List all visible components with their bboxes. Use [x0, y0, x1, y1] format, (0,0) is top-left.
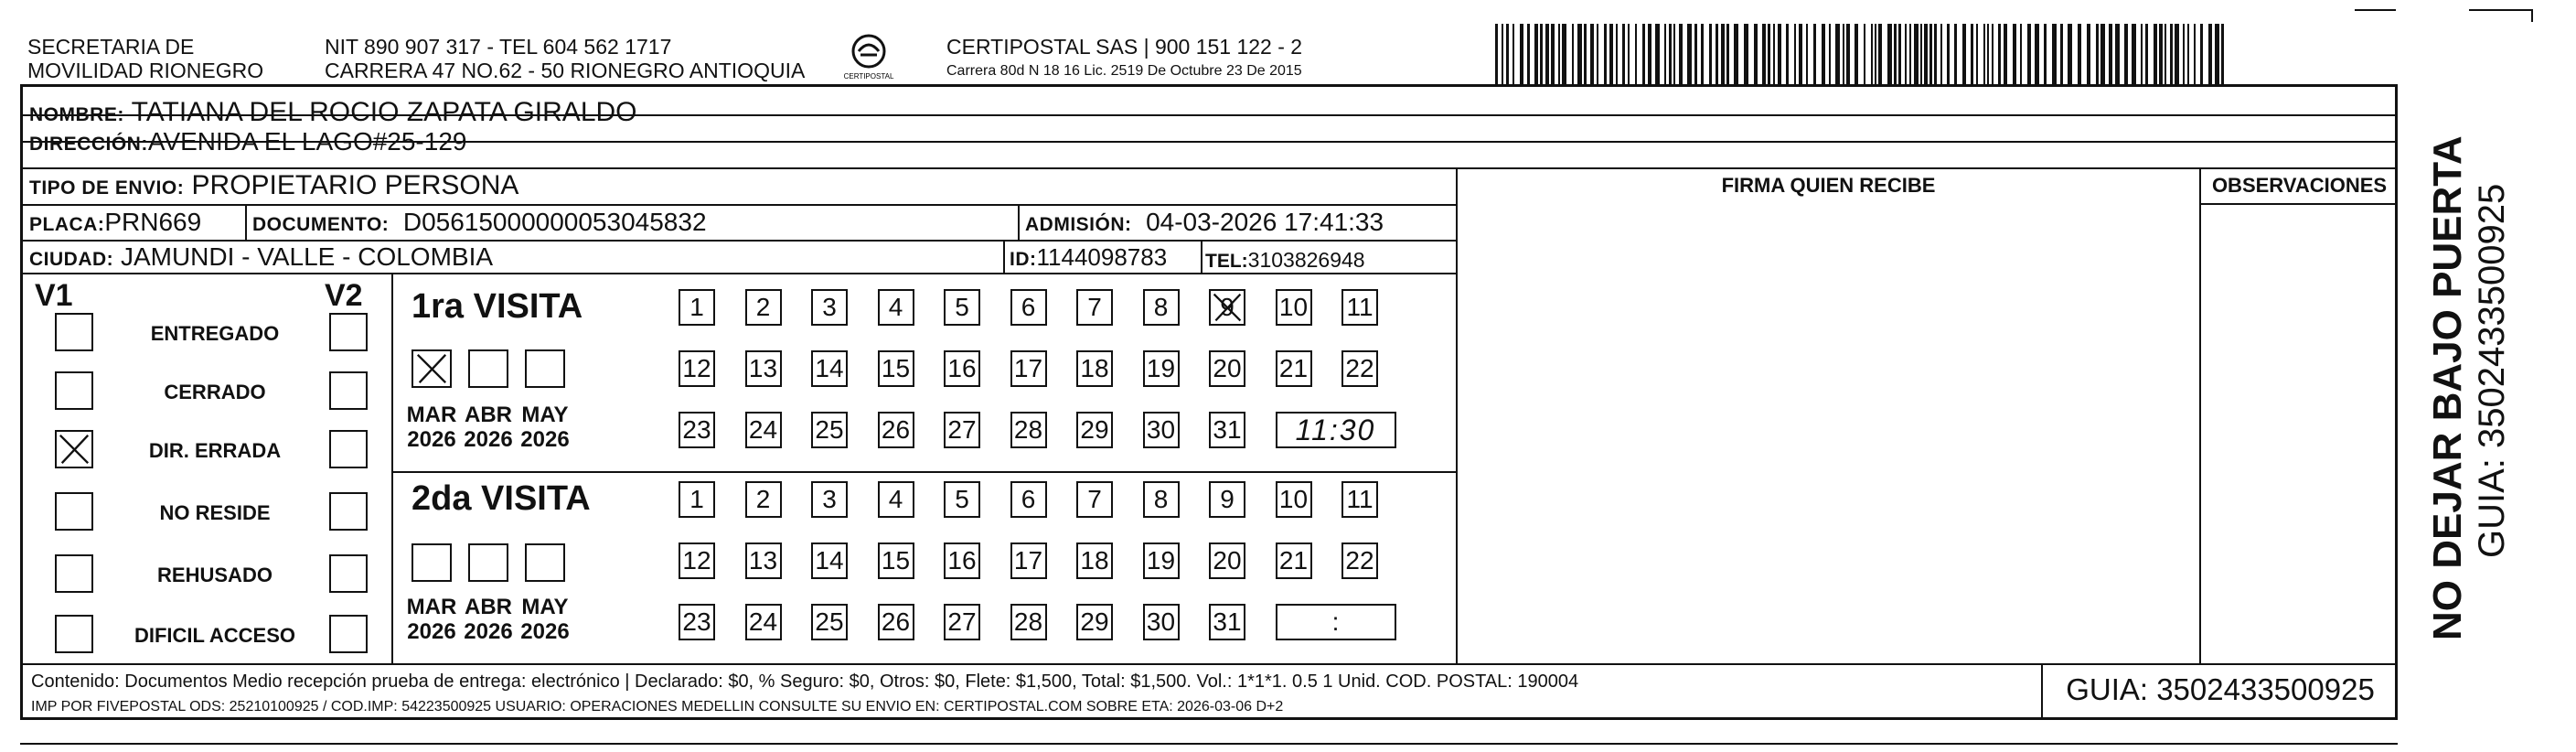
day-box[interactable]: 29 — [1076, 604, 1113, 640]
day-box[interactable]: 22 — [1341, 543, 1378, 579]
footer-guia: GUIA: 3502433500925 — [2066, 672, 2375, 706]
day-box[interactable]: 18 — [1076, 543, 1113, 579]
day-box[interactable]: 29 — [1076, 412, 1113, 448]
month-label: MAR 2026 — [406, 595, 457, 644]
documento-value: D05615000000053045832 — [402, 208, 707, 236]
certipostal-logo — [837, 33, 901, 84]
documento-cell: DOCUMENTO: D05615000000053045832 — [252, 208, 707, 236]
corner-mark — [2531, 9, 2533, 22]
day-box[interactable]: 5 — [944, 481, 980, 518]
month-checkbox[interactable] — [525, 543, 565, 582]
status-label: NO RESIDE — [159, 501, 271, 524]
day-box[interactable]: 15 — [878, 350, 914, 387]
month-checkbox[interactable] — [468, 349, 508, 388]
firma-header: FIRMA QUIEN RECIBE — [1721, 174, 1936, 197]
org-name-line1: SECRETARIA DE — [27, 35, 195, 59]
nombre-row: NOMBRE: TATIANA DEL ROCIO ZAPATA GIRALDO — [29, 97, 637, 127]
v1-label: V1 — [35, 278, 73, 313]
month-checkbox[interactable] — [468, 543, 508, 582]
admision-cell: ADMISIÓN: 04-03-2026 17:41:33 — [1025, 208, 1384, 236]
day-box[interactable]: 20 — [1209, 350, 1245, 387]
tipo-envio-row: TIPO DE ENVIO: PROPIETARIO PERSONA — [29, 170, 519, 200]
day-box[interactable]: 25 — [811, 412, 848, 448]
ciudad-cell: CIUDAD: JAMUNDI - VALLE - COLOMBIA — [29, 242, 494, 271]
direccion-row: DIRECCIÓN:AVENIDA EL LAGO#25-129 — [29, 127, 467, 156]
corner-mark — [2469, 9, 2533, 11]
no-dejar-warning: NO DEJAR BAJO PUERTA — [2425, 135, 2470, 640]
day-box[interactable]: 10 — [1276, 481, 1312, 518]
day-box[interactable]: 28 — [1010, 604, 1047, 640]
nombre-value: TATIANA DEL ROCIO ZAPATA GIRALDO — [131, 97, 637, 127]
day-box[interactable]: 16 — [944, 543, 980, 579]
day-box[interactable]: 16 — [944, 350, 980, 387]
day-box[interactable]: 4 — [878, 481, 914, 518]
day-box[interactable]: 17 — [1010, 543, 1047, 579]
month-checkbox[interactable] — [525, 349, 565, 388]
day-box[interactable]: 28 — [1010, 412, 1047, 448]
day-box[interactable]: 6 — [1010, 289, 1047, 326]
day-box[interactable]: 17 — [1010, 350, 1047, 387]
v1-checkbox[interactable] — [55, 615, 93, 653]
day-box[interactable]: 31 — [1209, 412, 1245, 448]
status-label: DIR. ERRADA — [148, 439, 282, 462]
day-box[interactable]: 31 — [1209, 604, 1245, 640]
day-box[interactable]: 21 — [1276, 350, 1312, 387]
day-box[interactable]: 22 — [1341, 350, 1378, 387]
month-label: ABR 2026 — [464, 595, 513, 644]
v1-checkbox[interactable] — [55, 492, 93, 531]
v2-checkbox[interactable] — [329, 492, 368, 531]
day-box[interactable]: 1 — [679, 481, 715, 518]
day-box[interactable]: 20 — [1209, 543, 1245, 579]
status-label: DIFICIL ACCESO — [134, 624, 295, 647]
day-box[interactable]: 18 — [1076, 350, 1113, 387]
day-box[interactable]: 27 — [944, 604, 980, 640]
day-box[interactable]: 9 — [1209, 481, 1245, 518]
day-box[interactable]: 23 — [679, 412, 715, 448]
day-box[interactable]: 5 — [944, 289, 980, 326]
side-guia: GUIA: 3502433500925 — [2472, 183, 2512, 558]
org-name-line2: MOVILIDAD RIONEGRO — [27, 59, 264, 82]
day-box[interactable]: 11 — [1341, 481, 1378, 518]
day-box[interactable]: 24 — [745, 604, 782, 640]
day-box[interactable]: 1 — [679, 289, 715, 326]
second-visit-title: 2da VISITA — [412, 479, 591, 518]
day-box[interactable]: 26 — [878, 604, 914, 640]
placa-value: PRN669 — [104, 208, 202, 236]
day-box[interactable]: 6 — [1010, 481, 1047, 518]
day-box[interactable]: 30 — [1143, 412, 1180, 448]
impresion-line: IMP POR FIVEPOSTAL ODS: 25210100925 / COD.IMP: 54223500925 USUARIO: OPERACIONES MEDELLIN CONSULTE SU ENVIO EN: CERTIPOSTAL.COM SOBRE ETA: 2026-03-06 D+2 — [31, 699, 1284, 714]
status-label: REHUSADO — [157, 564, 273, 586]
direccion-value: AVENIDA EL LAGO#25-129 — [147, 127, 467, 156]
bottom-rule — [20, 743, 2398, 745]
status-label: ENTREGADO — [150, 322, 280, 345]
day-box[interactable]: 12 — [679, 350, 715, 387]
v1-checkbox[interactable] — [55, 313, 93, 351]
day-box[interactable]: 8 — [1143, 481, 1180, 518]
day-box[interactable]: 9 — [1209, 289, 1245, 326]
day-box[interactable]: 19 — [1143, 350, 1180, 387]
day-box[interactable]: 15 — [878, 543, 914, 579]
month-checkbox[interactable] — [412, 543, 452, 582]
contenido-line: Contenido: Documentos Medio recepción prueba de entrega: electrónico | Declarado: $0, % Seguro: $0, Otros: $0, Flete: $1,500, Total: $1,500. Vol.: 1*1*1. 0.5 1 Unid. COD. POSTAL: 190004 — [31, 671, 1579, 692]
day-box[interactable]: 21 — [1276, 543, 1312, 579]
day-box[interactable]: 2 — [745, 481, 782, 518]
v2-checkbox[interactable] — [329, 554, 368, 593]
v2-checkbox[interactable] — [329, 430, 368, 468]
v2-checkbox[interactable] — [329, 313, 368, 351]
day-box[interactable]: 13 — [745, 543, 782, 579]
day-box[interactable]: 23 — [679, 604, 715, 640]
time-field[interactable]: : — [1276, 604, 1396, 640]
v2-checkbox[interactable] — [329, 615, 368, 653]
svg-text:CERTIPOSTAL: CERTIPOSTAL — [843, 72, 894, 81]
day-box[interactable]: 12 — [679, 543, 715, 579]
day-box[interactable]: 10 — [1276, 289, 1312, 326]
barcode — [1495, 24, 2227, 86]
day-box[interactable]: 4 — [878, 289, 914, 326]
id-cell: ID:1144098783 — [1010, 243, 1168, 271]
address-line: CARRERA 47 NO.62 - 50 RIONEGRO ANTIOQUIA — [325, 59, 806, 82]
day-box[interactable]: 14 — [811, 543, 848, 579]
month-label: MAY 2026 — [520, 595, 570, 644]
v1-checkbox[interactable] — [55, 371, 93, 410]
day-box[interactable]: 2 — [745, 289, 782, 326]
first-visit-title: 1ra VISITA — [412, 287, 583, 326]
admision-value: 04-03-2026 17:41:33 — [1146, 208, 1384, 236]
month-label: ABR 2026 — [464, 403, 513, 452]
time-field[interactable]: 11:30 — [1276, 412, 1396, 448]
observaciones-header: OBSERVACIONES — [2211, 174, 2388, 197]
day-box[interactable]: 30 — [1143, 604, 1180, 640]
license-line: Carrera 80d N 18 16 Lic. 2519 De Octubre 23 De 2015 — [946, 63, 1302, 79]
day-box[interactable]: 19 — [1143, 543, 1180, 579]
day-box[interactable]: 7 — [1076, 481, 1113, 518]
day-box[interactable]: 3 — [811, 481, 848, 518]
tel-value: 3103826948 — [1247, 248, 1365, 272]
day-box[interactable]: 13 — [745, 350, 782, 387]
v1-checkbox[interactable] — [55, 554, 93, 593]
day-box[interactable]: 27 — [944, 412, 980, 448]
month-label: MAY 2026 — [520, 403, 570, 452]
day-box[interactable]: 11 — [1341, 289, 1378, 326]
day-box[interactable]: 7 — [1076, 289, 1113, 326]
tipo-envio-value: PROPIETARIO PERSONA — [191, 170, 519, 200]
day-box[interactable]: 3 — [811, 289, 848, 326]
status-label: CERRADO — [164, 381, 266, 403]
nit-line: NIT 890 907 317 - TEL 604 562 1717 — [325, 35, 672, 59]
day-box[interactable]: 8 — [1143, 289, 1180, 326]
id-value: 1144098783 — [1036, 243, 1168, 271]
month-checkbox[interactable] — [412, 349, 452, 388]
placa-cell: PLACA:PRN669 — [29, 208, 202, 236]
day-box[interactable]: 14 — [811, 350, 848, 387]
v2-checkbox[interactable] — [329, 371, 368, 410]
v2-label: V2 — [325, 278, 363, 313]
corner-mark — [2355, 9, 2396, 11]
day-box[interactable]: 24 — [745, 412, 782, 448]
certipostal-line: CERTIPOSTAL SAS | 900 151 122 - 2 — [946, 35, 1303, 59]
month-label: MAR 2026 — [406, 403, 457, 452]
day-box[interactable]: 25 — [811, 604, 848, 640]
ciudad-value: JAMUNDI - VALLE - COLOMBIA — [120, 242, 494, 271]
tel-cell: TEL:3103826948 — [1205, 248, 1365, 272]
v1-checkbox[interactable] — [55, 430, 93, 468]
day-box[interactable]: 26 — [878, 412, 914, 448]
